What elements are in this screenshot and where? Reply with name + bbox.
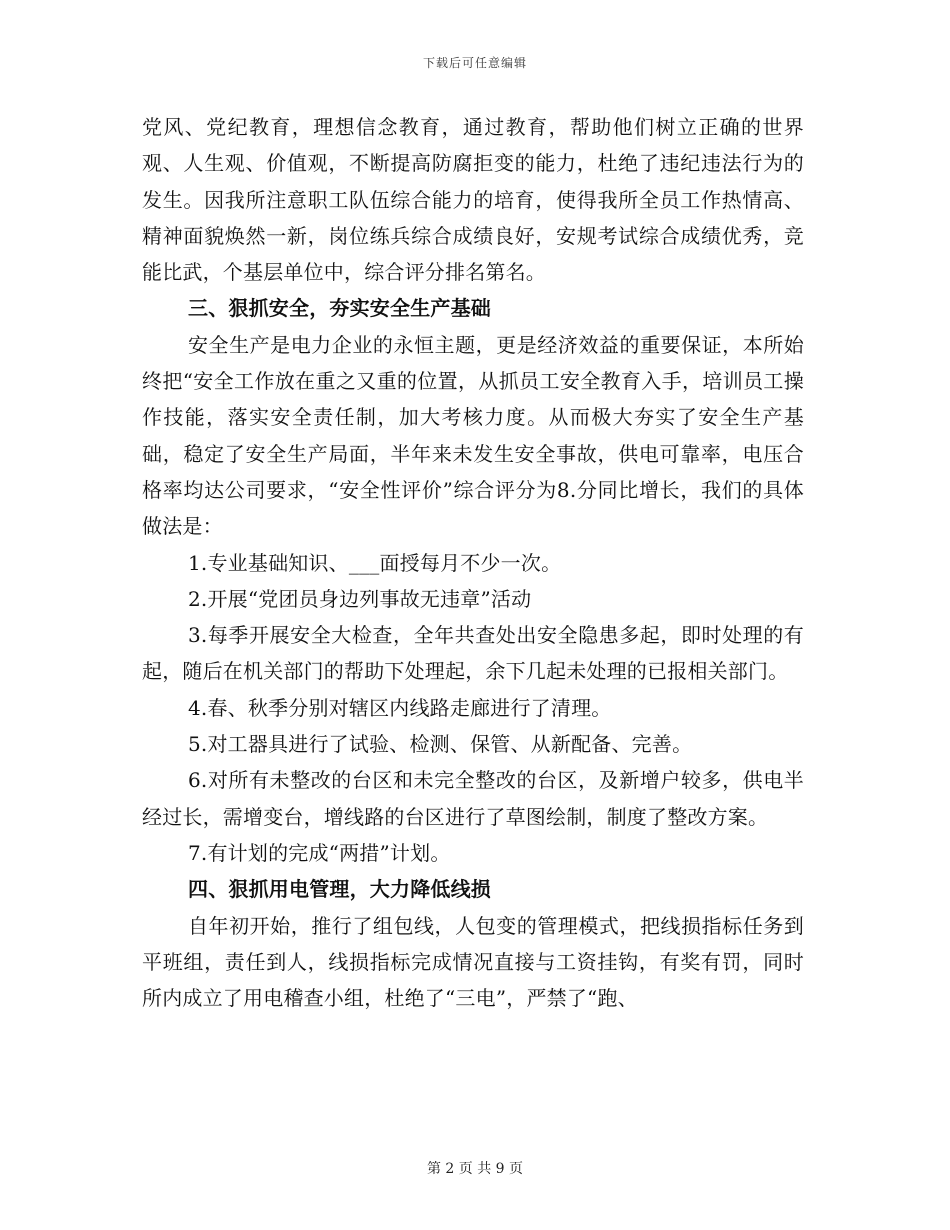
paragraph-safety-intro: 安全生产是电力企业的永恒主题，更是经济效益的重要保证，本所始终把“安全工作放在重之又重的位置，从抓员工安全教育入手，培训员工操作技能，落实安全责任制，加大考核力度。从而极大夯实了安全生产基础，稳定了安全生产局面，半年来未发生安全事故，供电可靠率，电压合格率均达公司要求，“安全性评价”综合评分为8.分同比增长，我们的具体做法是：	[142, 332, 804, 539]
paragraph-education: 党风、党纪教育，理想信念教育，通过教育，帮助他们树立正确的世界观、人生观、价值观，不断提高防腐拒变的能力，杜绝了违纪违法行为的发生。因我所注意职工队伍综合能力的培育，使得我所全员工作热情高、精神面貌焕然一新，岗位练兵综合成绩良好，安规考试综合成绩优秀，竞能比武，个基层单位中，综合评分排名第名。	[142, 115, 804, 285]
paragraph-power-management: 自年初开始，推行了组包线，人包变的管理模式，把线损指标任务到平班组，责任到人，线损指标完成情况直接与工资挂钩，有奖有罚，同时所内成立了用电稽查小组，杜绝了“三电”，严禁了“跑、	[142, 913, 804, 1011]
document-body	[142, 109, 804, 1016]
section-heading-power-management: 四、狠抓用电管理，大力降低线损	[188, 877, 491, 902]
list-item-7: 7.有计划的完成“两措”计划。	[188, 840, 451, 865]
page-header: 下载后可任意编辑	[422, 56, 527, 70]
page-number: 第 2 页 共 9 页	[426, 1161, 524, 1177]
list-item-6: 6.对所有未整改的台区和未完全整改的台区，及新增户较多，供电半经过长，需增变台，增线路的台区进行了草图绘制，制度了整改方案。	[142, 768, 804, 829]
list-item-4: 4.春、秋季分别对辖区内线路走廊进行了清理。	[188, 695, 612, 720]
section-heading-safety: 三、狠抓安全，夯实安全生产基础	[188, 296, 491, 321]
list-item-2: 2.开展“党团员身边列事故无违章”活动	[188, 586, 532, 611]
list-item-3: 3.每季开展安全大检查，全年共查处出安全隐患多起，即时处理的有起，随后在机关部门的帮助下处理起，余下几起未处理的已报相关部门。	[142, 623, 804, 684]
list-item-1: 1.专业基础知识、___面授每月不少一次。	[188, 550, 562, 575]
list-item-5: 5.对工器具进行了试验、检测、保管、从新配备、完善。	[188, 732, 693, 757]
